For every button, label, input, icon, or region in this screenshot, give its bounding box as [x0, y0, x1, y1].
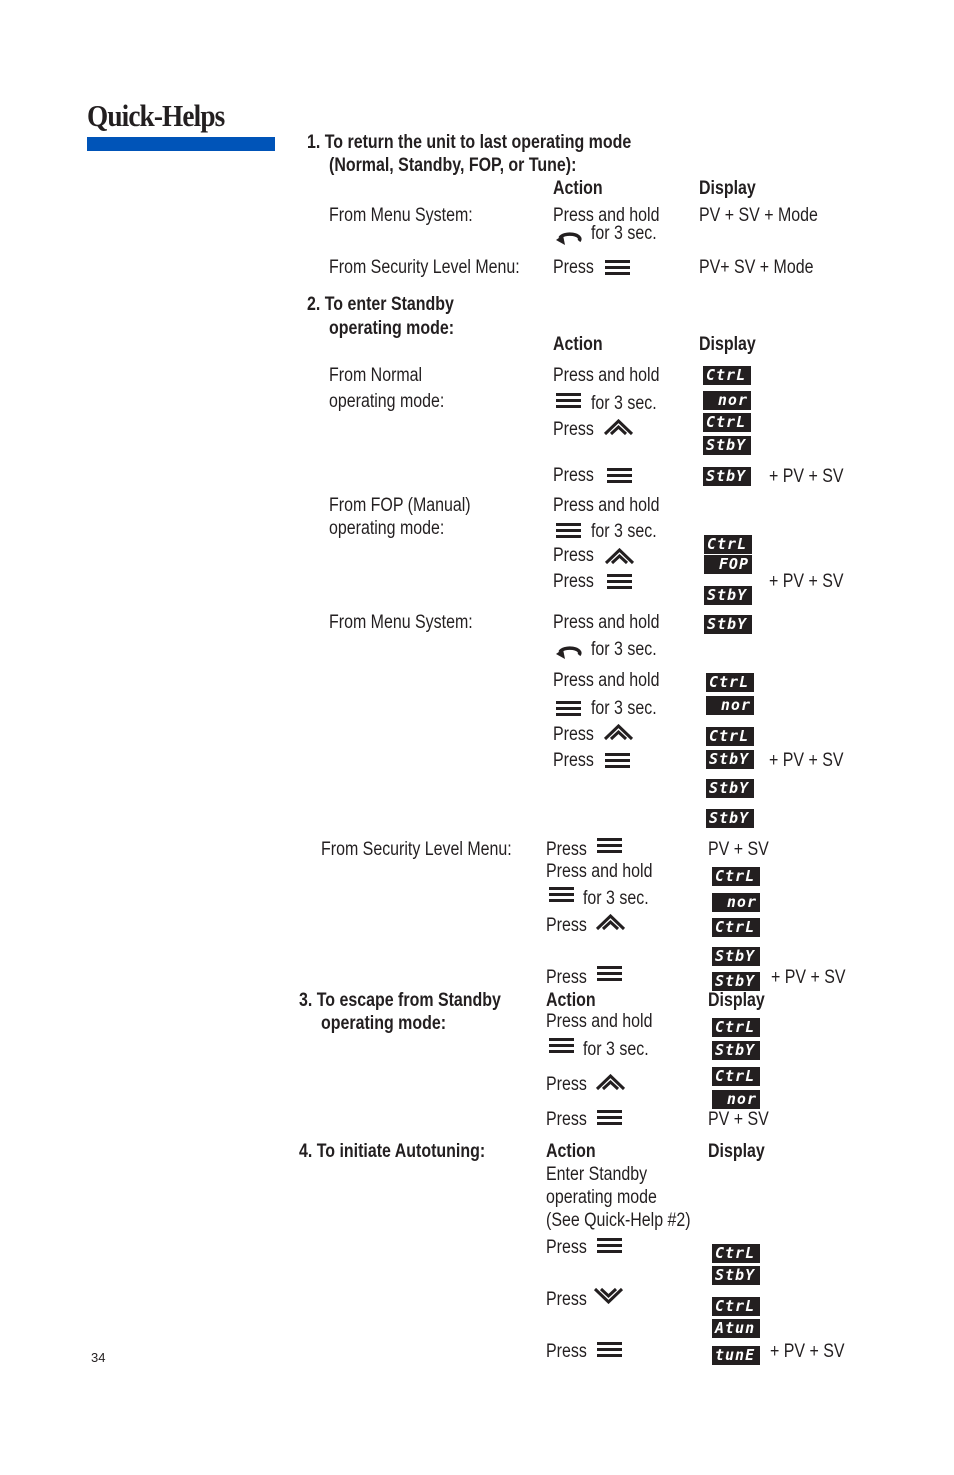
for-3-sec-text: for 3 sec. — [591, 393, 657, 414]
lcd-ctrl: CtrL — [712, 1244, 760, 1263]
lcd-ctrl: CtrL — [712, 1018, 760, 1037]
menu-bars-icon — [605, 753, 630, 769]
action-heading: Action — [553, 334, 603, 355]
lcd-tune: tunE — [712, 1346, 760, 1365]
press-text: Press — [546, 915, 587, 936]
press-text: Press — [553, 571, 594, 592]
up-arrow-icon — [595, 914, 626, 931]
up-arrow-icon — [603, 419, 634, 436]
press-text: Press — [546, 1109, 587, 1130]
press-text: Press — [553, 257, 594, 278]
display-mode-text: PV + SV + Mode — [699, 205, 818, 226]
enter-standby-text-2: operating mode — [546, 1187, 657, 1208]
menu-bars-icon — [556, 701, 581, 717]
section3-title-line2: operating mode: — [321, 1013, 447, 1034]
menu-bars-icon — [556, 393, 581, 409]
lcd-ctrl: CtrL — [703, 413, 751, 432]
section3-title-line1: 3. To escape from Standby — [299, 990, 501, 1011]
menu-bars-icon — [549, 887, 574, 903]
for-3-sec-text: for 3 sec. — [583, 888, 649, 909]
section4-title: 4. To initiate Autotuning: — [299, 1141, 486, 1162]
lcd-ctrl: CtrL — [712, 918, 760, 937]
action-heading: Action — [546, 990, 596, 1011]
press-text: Press — [546, 1341, 587, 1362]
lcd-ctrl: CtrL — [712, 1067, 760, 1086]
section2-title-line2: operating mode: — [329, 318, 455, 339]
menu-bars-icon — [597, 966, 622, 982]
display-heading: Display — [708, 1141, 765, 1162]
display-mode-text: PV+ SV + Mode — [699, 257, 814, 278]
lcd-stby: StbY — [703, 467, 751, 486]
lcd-ctrl: CtrL — [712, 1297, 760, 1316]
display-heading: Display — [699, 334, 756, 355]
pv-sv-text: + PV + SV — [770, 1341, 845, 1362]
press-text: Press — [553, 750, 594, 771]
press-and-hold-text: Press and hold — [546, 1011, 653, 1032]
up-arrow-icon — [603, 724, 634, 741]
display-heading: Display — [699, 178, 756, 199]
lcd-stby: StbY — [712, 972, 760, 991]
pv-sv-text: + PV + SV — [771, 967, 846, 988]
lcd-stby: StbY — [704, 615, 752, 634]
from-fop-label: From FOP (Manual) — [329, 495, 471, 516]
lcd-atun: Atun — [712, 1319, 760, 1338]
press-text: Press — [546, 1237, 587, 1258]
lcd-nor: nor — [706, 696, 754, 715]
lcd-stby: StbY — [712, 1041, 760, 1060]
lcd-stby: StbY — [704, 586, 752, 605]
menu-bars-icon — [556, 523, 581, 539]
press-and-hold-text: Press and hold — [553, 670, 660, 691]
press-and-hold-text: Press and hold — [553, 365, 660, 386]
press-text: Press — [546, 839, 587, 860]
pv-sv-text: PV + SV — [708, 839, 769, 860]
menu-bars-icon — [605, 260, 630, 276]
press-text: Press — [553, 545, 594, 566]
see-quick-help-text: (See Quick-Help #2) — [546, 1210, 691, 1231]
for-3-sec-text: for 3 sec. — [591, 639, 657, 660]
lcd-ctrl: CtrL — [703, 366, 751, 385]
lcd-stby: StbY — [712, 947, 760, 966]
page-title: Quick-Helps — [87, 98, 225, 133]
press-text: Press — [553, 465, 594, 486]
lcd-stby: StbY — [706, 809, 754, 828]
press-and-hold-text: Press and hold — [546, 861, 653, 882]
pv-sv-text: PV + SV — [708, 1109, 769, 1130]
menu-bars-icon — [597, 838, 622, 854]
return-arrow-icon — [555, 229, 585, 247]
up-arrow-icon — [604, 548, 635, 565]
down-arrow-icon — [593, 1287, 624, 1304]
lcd-stby: StbY — [706, 750, 754, 769]
lcd-stby: StbY — [706, 779, 754, 798]
press-and-hold-text: Press and hold — [553, 495, 660, 516]
action-heading: Action — [546, 1141, 596, 1162]
pv-sv-text: + PV + SV — [769, 571, 844, 592]
menu-bars-icon — [549, 1038, 574, 1054]
action-heading: Action — [553, 178, 603, 199]
from-security-label: From Security Level Menu: — [329, 257, 520, 278]
menu-bars-icon — [597, 1342, 622, 1358]
lcd-ctrl: CtrL — [706, 727, 754, 746]
lcd-ctrl: CtrL — [712, 867, 760, 886]
for-3-sec-text: for 3 sec. — [591, 223, 657, 244]
pv-sv-text: + PV + SV — [769, 466, 844, 487]
press-text: Press — [553, 724, 594, 745]
from-menu-label: From Menu System: — [329, 612, 473, 633]
press-text: Press — [546, 1289, 587, 1310]
press-text: Press — [553, 419, 594, 440]
from-normal-label: From Normal — [329, 365, 423, 386]
lcd-nor: nor — [703, 391, 751, 410]
pv-sv-text: + PV + SV — [769, 750, 844, 771]
section2-title-line1: 2. To enter Standby — [307, 294, 454, 315]
lcd-ctrl: CtrL — [704, 535, 752, 554]
press-text: Press — [546, 967, 587, 988]
from-menu-label: From Menu System: — [329, 205, 473, 226]
lcd-fop: FOP — [704, 555, 752, 574]
section1-title-line2: (Normal, Standby, FOP, or Tune): — [329, 155, 577, 176]
menu-bars-icon — [607, 574, 632, 590]
lcd-nor: nor — [712, 1090, 760, 1109]
up-arrow-icon — [595, 1074, 626, 1091]
display-heading: Display — [708, 990, 765, 1011]
for-3-sec-text: for 3 sec. — [591, 521, 657, 542]
title-accent-bar — [87, 137, 275, 151]
menu-bars-icon — [607, 468, 632, 484]
lcd-nor: nor — [712, 893, 760, 912]
section1-title-line1: 1. To return the unit to last operating mode — [307, 132, 632, 153]
from-fop-label-2: operating mode: — [329, 518, 445, 539]
press-and-hold-text: Press and hold — [553, 612, 660, 633]
lcd-stby: StbY — [712, 1266, 760, 1285]
press-text: Press — [546, 1074, 587, 1095]
page-number: 34 — [91, 1350, 106, 1365]
lcd-stby: StbY — [703, 436, 751, 455]
for-3-sec-text: for 3 sec. — [591, 698, 657, 719]
press-and-hold-text: Press and hold — [553, 205, 660, 226]
enter-standby-text: Enter Standby — [546, 1164, 648, 1185]
menu-bars-icon — [597, 1238, 622, 1254]
for-3-sec-text: for 3 sec. — [583, 1039, 649, 1060]
lcd-ctrl: CtrL — [706, 673, 754, 692]
return-arrow-icon — [555, 643, 585, 661]
from-normal-label-2: operating mode: — [329, 391, 445, 412]
from-security-label: From Security Level Menu: — [321, 839, 512, 860]
menu-bars-icon — [597, 1110, 622, 1126]
